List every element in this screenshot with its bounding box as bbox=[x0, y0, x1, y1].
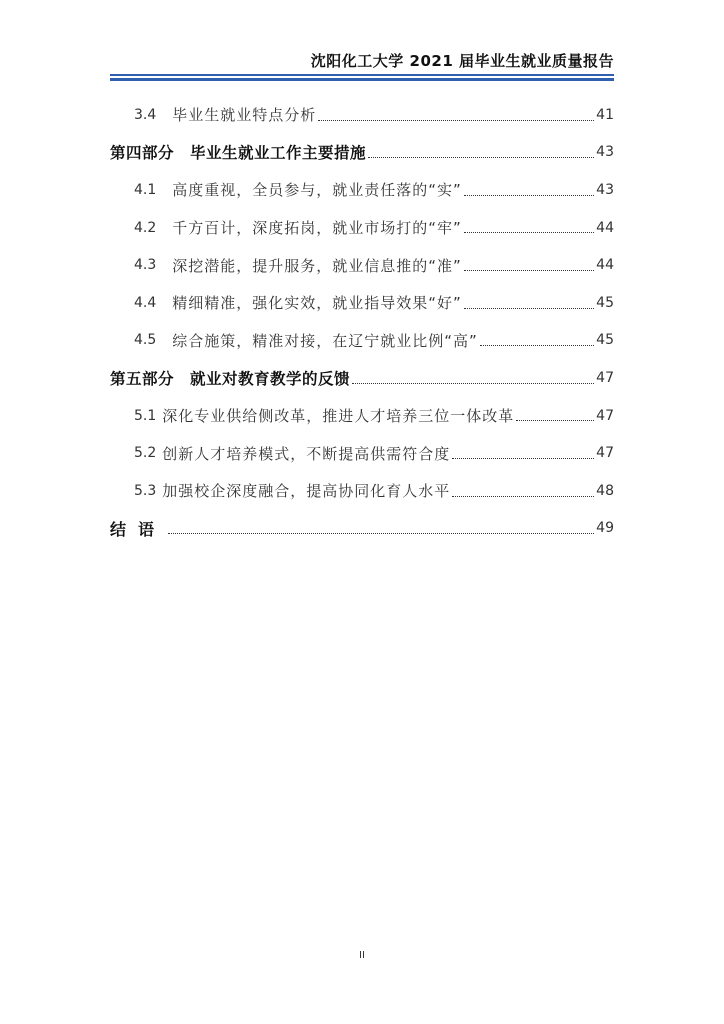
toc-entry-5-2[interactable] bbox=[110, 434, 614, 472]
toc-entry-text: 毕业生就业工作主要措施 bbox=[190, 143, 367, 163]
toc-entry-text: 加强校企深度融合，提高协同化育人水平 bbox=[162, 482, 451, 501]
toc-entry-number: 5.2 bbox=[134, 445, 157, 462]
dot-leader bbox=[352, 383, 594, 384]
toc-entry-number: 4.2 bbox=[134, 219, 157, 236]
dot-leader bbox=[168, 533, 594, 534]
toc-entry-text: 千方百计，深度拓岗，就业市场打的“牢” bbox=[172, 219, 462, 238]
toc-entry-page: 43 bbox=[596, 181, 614, 198]
dot-leader bbox=[318, 120, 594, 121]
page-number: II bbox=[359, 950, 365, 961]
table-of-contents bbox=[110, 96, 614, 547]
toc-entry-3-4[interactable] bbox=[110, 96, 614, 134]
toc-entry-page: 47 bbox=[596, 407, 614, 424]
toc-entry-number: 第四部分 bbox=[110, 143, 175, 163]
toc-entry-text: 就业对教育教学的反馈 bbox=[190, 368, 351, 388]
toc-entry-page: 48 bbox=[596, 482, 614, 499]
dot-leader bbox=[452, 458, 594, 459]
toc-entry-text: 毕业生就业特点分析 bbox=[172, 106, 317, 125]
toc-entry-part-4[interactable] bbox=[110, 134, 614, 172]
toc-entry-text: 高度重视，全员参与，就业责任落的“实” bbox=[172, 181, 462, 200]
toc-entry-number: 5.3 bbox=[134, 482, 157, 499]
toc-entry-text: 结语 bbox=[110, 519, 167, 539]
toc-entry-page: 45 bbox=[596, 294, 614, 311]
toc-entry-page: 49 bbox=[596, 520, 614, 537]
toc-entry-number: 5.1 bbox=[134, 407, 157, 424]
toc-entry-conclusion[interactable] bbox=[110, 510, 614, 548]
toc-entry-page: 43 bbox=[596, 144, 614, 161]
dot-leader bbox=[452, 496, 594, 497]
dot-leader bbox=[464, 308, 594, 309]
report-header-title: 沈阳化工大学 2021 届毕业生就业质量报告 bbox=[310, 52, 614, 70]
toc-entry-page: 47 bbox=[596, 369, 614, 386]
toc-entry-text: 深化专业供给侧改革，推进人才培养三位一体改革 bbox=[162, 407, 515, 426]
dot-leader bbox=[368, 157, 594, 158]
toc-entry-text: 深挖潜能，提升服务，就业信息推的“准” bbox=[172, 256, 462, 275]
toc-entry-part-5[interactable] bbox=[110, 359, 614, 397]
dot-leader bbox=[464, 195, 594, 196]
dot-leader bbox=[464, 232, 594, 233]
toc-entry-4-2[interactable] bbox=[110, 209, 614, 247]
dot-leader bbox=[480, 345, 594, 346]
toc-entry-number: 3.4 bbox=[134, 106, 157, 123]
toc-entry-page: 44 bbox=[596, 219, 614, 236]
toc-entry-4-4[interactable] bbox=[110, 284, 614, 322]
toc-entry-4-5[interactable] bbox=[110, 322, 614, 360]
toc-entry-page: 41 bbox=[596, 106, 614, 123]
toc-entry-number: 4.1 bbox=[134, 181, 157, 198]
dot-leader bbox=[516, 420, 594, 421]
toc-entry-page: 44 bbox=[596, 257, 614, 274]
toc-entry-text: 综合施策，精准对接，在辽宁就业比例“高” bbox=[172, 331, 478, 350]
toc-entry-number: 4.4 bbox=[134, 294, 157, 311]
dot-leader bbox=[464, 270, 594, 271]
toc-entry-number: 4.5 bbox=[134, 332, 157, 349]
toc-entry-number: 第五部分 bbox=[110, 368, 175, 388]
toc-entry-text: 创新人才培养模式，不断提高供需符合度 bbox=[162, 444, 451, 463]
toc-entry-number: 4.3 bbox=[134, 257, 157, 274]
header-rule-thin bbox=[110, 74, 614, 76]
toc-entry-page: 45 bbox=[596, 332, 614, 349]
toc-entry-4-3[interactable] bbox=[110, 246, 614, 284]
toc-entry-text: 精细精准，强化实效，就业指导效果“好” bbox=[172, 294, 462, 313]
toc-entry-page: 47 bbox=[596, 445, 614, 462]
toc-entry-4-1[interactable] bbox=[110, 171, 614, 209]
header-rule-thick bbox=[110, 78, 614, 81]
toc-entry-5-3[interactable] bbox=[110, 472, 614, 510]
toc-entry-5-1[interactable] bbox=[110, 397, 614, 435]
